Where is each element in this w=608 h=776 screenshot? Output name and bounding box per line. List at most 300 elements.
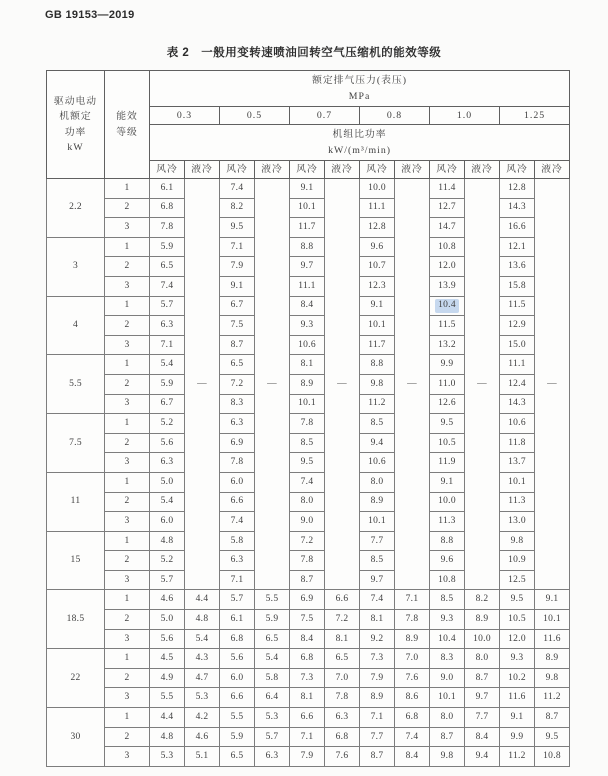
liquid-cooled-value: 4.8 <box>185 610 220 630</box>
liquid-cooled-value: 9.5 <box>535 727 570 747</box>
liquid-cooled-value: 11.2 <box>535 688 570 708</box>
liquid-cooled-value: 10.1 <box>535 610 570 630</box>
liquid-cooled-merged-cell: — <box>395 179 430 590</box>
air-cooled-value: 7.1 <box>360 708 395 728</box>
air-cooled-value: 5.4 <box>150 355 185 375</box>
liquid-cooled-merged-cell: — <box>535 179 570 590</box>
air-cooled-value: 10.1 <box>360 316 395 336</box>
air-cooled-value: 10.5 <box>500 610 535 630</box>
air-cooled-value: 10.1 <box>500 472 535 492</box>
grade-column-header <box>105 71 150 179</box>
grade-cell: 1 <box>105 472 150 492</box>
air-cooled-value: 12.8 <box>500 179 535 199</box>
air-cooled-value: 9.9 <box>500 727 535 747</box>
grade-cell: 2 <box>105 610 150 630</box>
air-cooled-value: 7.4 <box>360 590 395 610</box>
liquid-cooled-value: 6.5 <box>255 629 290 649</box>
air-cooled-value: 6.6 <box>220 688 255 708</box>
table-row <box>47 688 570 708</box>
grade-cell: 1 <box>105 414 150 434</box>
air-cooled-value: 10.0 <box>430 492 465 512</box>
air-cooled-value: 8.4 <box>290 296 325 316</box>
air-cooled-value: 7.5 <box>220 316 255 336</box>
power-cell: 18.5 <box>47 590 105 649</box>
liquid-cooled-value: 7.7 <box>465 708 500 728</box>
liquid-cooled-value: 5.5 <box>255 590 290 610</box>
air-cooled-value: 8.2 <box>220 198 255 218</box>
air-cooled-value: 8.5 <box>290 433 325 453</box>
air-cooled-value: 6.0 <box>150 512 185 532</box>
liquid-cooled-value: 5.1 <box>185 747 220 767</box>
grade-cell: 3 <box>105 453 150 473</box>
air-cooled-value: 10.4 <box>430 629 465 649</box>
air-cooled-value: 10.6 <box>290 335 325 355</box>
air-cooled-value: 9.3 <box>500 649 535 669</box>
air-cooled-value: 11.1 <box>360 198 395 218</box>
air-cooled-value: 5.7 <box>150 570 185 590</box>
air-cooled-value: 10.1 <box>430 688 465 708</box>
air-cooled-value: 8.8 <box>430 531 465 551</box>
pressure-value-header: 1.0 <box>430 107 500 125</box>
liquid-cooled-value: 8.9 <box>395 629 430 649</box>
air-cooled-value: 7.5 <box>290 610 325 630</box>
liquid-cooled-value: 8.2 <box>465 590 500 610</box>
table-row <box>47 629 570 649</box>
liquid-cooled-value: 5.3 <box>185 688 220 708</box>
air-cooled-value: 7.1 <box>150 335 185 355</box>
air-cooled-value: 5.9 <box>150 374 185 394</box>
air-cooled-value: 10.6 <box>500 414 535 434</box>
air-cooled-value: 12.7 <box>430 198 465 218</box>
table-row <box>47 590 570 610</box>
air-cooled-value: 7.4 <box>290 472 325 492</box>
liquid-cooled-value: 9.4 <box>465 747 500 767</box>
air-cooled-value: 6.3 <box>150 316 185 336</box>
liquid-cooled-value: 10.8 <box>535 747 570 767</box>
pressure-value-header: 0.8 <box>360 107 430 125</box>
air-cooled-value: 8.1 <box>290 355 325 375</box>
liquid-cooled-value: 5.3 <box>255 708 290 728</box>
air-cooled-value: 5.8 <box>220 531 255 551</box>
grade-cell: 1 <box>105 649 150 669</box>
table-title: 表 2 一般用变转速喷油回转空气压缩机的能效等级 <box>166 47 442 59</box>
grade-header-line: 能效 <box>116 111 138 123</box>
air-cooled-value: 7.9 <box>220 257 255 277</box>
air-cooled-value: 7.1 <box>290 727 325 747</box>
liquid-cooled-value: 4.7 <box>185 668 220 688</box>
air-cooled-value: 5.6 <box>220 649 255 669</box>
power-cell: 15 <box>47 531 105 590</box>
power-cell: 22 <box>47 649 105 708</box>
air-cooled-value: 5.6 <box>150 629 185 649</box>
air-cooled-value: 5.4 <box>150 492 185 512</box>
air-cooled-value: 9.6 <box>360 237 395 257</box>
air-cooled-value: 5.5 <box>150 688 185 708</box>
air-cooled-value: 8.4 <box>290 629 325 649</box>
air-cooled-value: 13.9 <box>430 276 465 296</box>
liquid-cooled-value: 7.0 <box>325 668 360 688</box>
power-cell: 5.5 <box>47 355 105 414</box>
grade-cell: 1 <box>105 355 150 375</box>
air-cooled-value: 9.5 <box>290 453 325 473</box>
liquid-cooled-value: 7.2 <box>325 610 360 630</box>
grade-cell: 3 <box>105 688 150 708</box>
air-cooled-value: 15.8 <box>500 276 535 296</box>
air-cooled-value: 7.8 <box>290 551 325 571</box>
power-cell: 30 <box>47 708 105 767</box>
air-cooled-value: 13.0 <box>500 512 535 532</box>
air-cooled-value: 8.0 <box>430 708 465 728</box>
liquid-cooled-value: 6.3 <box>255 747 290 767</box>
air-cooled-value: 7.4 <box>220 512 255 532</box>
liquid-cooled-value: 8.7 <box>465 668 500 688</box>
air-cooled-value: 4.8 <box>150 531 185 551</box>
air-cooled-value: 7.4 <box>220 179 255 199</box>
liquid-cooled-value: 9.7 <box>465 688 500 708</box>
air-cooled-value: 7.8 <box>150 218 185 238</box>
liquid-cooled-value: 6.3 <box>325 708 360 728</box>
air-cooled-value: 6.5 <box>220 355 255 375</box>
liquid-cooled-value: 4.2 <box>185 708 220 728</box>
air-cooled-value: 13.7 <box>500 453 535 473</box>
liquid-cooled-value: 8.6 <box>395 688 430 708</box>
air-cooled-value: 4.5 <box>150 649 185 669</box>
air-cooled-value: 8.7 <box>220 335 255 355</box>
air-cooled-header: 风冷 <box>430 161 465 179</box>
air-cooled-value: 8.5 <box>360 414 395 434</box>
air-cooled-value: 9.1 <box>220 276 255 296</box>
air-cooled-value: 8.7 <box>430 727 465 747</box>
air-cooled-value: 7.1 <box>220 570 255 590</box>
air-cooled-value: 9.3 <box>430 610 465 630</box>
power-cell: 3 <box>47 237 105 296</box>
air-cooled-value: 9.8 <box>500 531 535 551</box>
air-cooled-value: 12.9 <box>500 316 535 336</box>
air-cooled-value: 13.2 <box>430 335 465 355</box>
air-cooled-value: 11.9 <box>430 453 465 473</box>
liquid-cooled-value: 4.3 <box>185 649 220 669</box>
air-cooled-value: 8.8 <box>360 355 395 375</box>
air-cooled-value: 4.9 <box>150 668 185 688</box>
air-cooled-value: 9.0 <box>290 512 325 532</box>
grade-cell: 1 <box>105 708 150 728</box>
power-cell: 7.5 <box>47 414 105 473</box>
grade-cell: 2 <box>105 492 150 512</box>
air-cooled-header: 风冷 <box>150 161 185 179</box>
air-cooled-value: 8.9 <box>290 374 325 394</box>
liquid-cooled-value: 7.8 <box>395 610 430 630</box>
air-cooled-value: 11.4 <box>430 179 465 199</box>
liquid-cooled-value: 7.8 <box>325 688 360 708</box>
grade-cell: 3 <box>105 218 150 238</box>
table-row <box>47 649 570 669</box>
air-cooled-header: 风冷 <box>500 161 535 179</box>
air-cooled-value: 9.4 <box>360 433 395 453</box>
highlighted-value: 10.4 <box>435 299 459 313</box>
liquid-cooled-value: 8.9 <box>465 610 500 630</box>
air-cooled-value: 6.7 <box>220 296 255 316</box>
air-cooled-value: 10.6 <box>360 453 395 473</box>
air-cooled-value: 15.0 <box>500 335 535 355</box>
table-row <box>47 668 570 688</box>
air-cooled-value: 13.6 <box>500 257 535 277</box>
air-cooled-value: 11.1 <box>500 355 535 375</box>
air-cooled-value: 5.7 <box>150 296 185 316</box>
grade-cell: 1 <box>105 179 150 199</box>
air-cooled-value: 5.2 <box>150 414 185 434</box>
liquid-cooled-value: 7.6 <box>325 747 360 767</box>
air-cooled-value: 5.9 <box>220 727 255 747</box>
air-cooled-value: 11.5 <box>500 296 535 316</box>
air-cooled-value: 7.7 <box>360 531 395 551</box>
air-cooled-value: 8.5 <box>430 590 465 610</box>
grade-cell: 3 <box>105 335 150 355</box>
air-cooled-value: 9.5 <box>500 590 535 610</box>
air-cooled-value: 10.1 <box>290 394 325 414</box>
liquid-cooled-header: 液冷 <box>255 161 290 179</box>
pressure-value-header: 0.5 <box>220 107 290 125</box>
liquid-cooled-value: 7.6 <box>395 668 430 688</box>
air-cooled-value: 12.0 <box>430 257 465 277</box>
air-cooled-value: 6.8 <box>220 629 255 649</box>
table-row <box>47 727 570 747</box>
air-cooled-value: 4.4 <box>150 708 185 728</box>
air-cooled-value: 6.6 <box>290 708 325 728</box>
air-cooled-value: 9.8 <box>430 747 465 767</box>
air-cooled-value: 11.6 <box>500 688 535 708</box>
air-cooled-value: 8.0 <box>290 492 325 512</box>
air-cooled-value: 5.0 <box>150 472 185 492</box>
pressure-value-header: 1.25 <box>500 107 570 125</box>
grade-header-line: 等级 <box>116 126 138 138</box>
air-cooled-header: 风冷 <box>220 161 255 179</box>
air-cooled-value: 7.8 <box>290 414 325 434</box>
standard-number: GB 19153—2019 <box>45 9 135 21</box>
grade-cell: 2 <box>105 727 150 747</box>
liquid-cooled-value: 6.6 <box>325 590 360 610</box>
air-cooled-value <box>430 296 465 316</box>
air-cooled-value: 9.1 <box>500 708 535 728</box>
air-cooled-value: 6.5 <box>220 747 255 767</box>
air-cooled-value: 9.6 <box>430 551 465 571</box>
air-cooled-value: 16.6 <box>500 218 535 238</box>
grade-cell: 3 <box>105 570 150 590</box>
air-cooled-value: 6.1 <box>220 610 255 630</box>
liquid-cooled-value: 6.5 <box>325 649 360 669</box>
air-cooled-value: 8.3 <box>430 649 465 669</box>
air-cooled-value: 7.2 <box>220 374 255 394</box>
air-cooled-value: 5.3 <box>150 747 185 767</box>
grade-cell: 1 <box>105 237 150 257</box>
air-cooled-value: 6.8 <box>150 198 185 218</box>
air-cooled-value: 9.7 <box>360 570 395 590</box>
air-cooled-value: 5.2 <box>150 551 185 571</box>
air-cooled-value: 10.8 <box>430 570 465 590</box>
liquid-cooled-value: 8.4 <box>465 727 500 747</box>
air-cooled-value: 6.3 <box>220 414 255 434</box>
liquid-cooled-value: 5.4 <box>185 629 220 649</box>
liquid-cooled-value: 5.8 <box>255 668 290 688</box>
air-cooled-value: 6.9 <box>290 590 325 610</box>
air-cooled-value: 12.8 <box>360 218 395 238</box>
power-header-line: 驱动电动 <box>53 96 98 108</box>
air-cooled-value: 5.6 <box>150 433 185 453</box>
air-cooled-value: 6.3 <box>150 453 185 473</box>
liquid-cooled-value: 4.6 <box>185 727 220 747</box>
table-row <box>47 747 570 767</box>
grade-cell: 3 <box>105 747 150 767</box>
air-cooled-value: 8.8 <box>290 237 325 257</box>
specific-power-unit: kW/(m³/min) <box>328 144 391 156</box>
air-cooled-value: 12.4 <box>500 374 535 394</box>
air-cooled-value: 9.5 <box>430 414 465 434</box>
pressure-value-header: 0.7 <box>290 107 360 125</box>
air-cooled-value: 11.3 <box>500 492 535 512</box>
air-cooled-value: 10.5 <box>430 433 465 453</box>
efficiency-grade-table <box>46 70 570 767</box>
air-cooled-value: 9.9 <box>430 355 465 375</box>
liquid-cooled-merged-cell: — <box>255 179 290 590</box>
air-cooled-value: 9.0 <box>430 668 465 688</box>
air-cooled-header: 风冷 <box>360 161 395 179</box>
air-cooled-value: 11.5 <box>430 316 465 336</box>
air-cooled-value: 9.2 <box>360 629 395 649</box>
liquid-cooled-header: 液冷 <box>535 161 570 179</box>
air-cooled-value: 11.8 <box>500 433 535 453</box>
liquid-cooled-value: 9.1 <box>535 590 570 610</box>
grade-cell: 2 <box>105 316 150 336</box>
air-cooled-value: 6.8 <box>290 649 325 669</box>
air-cooled-value: 6.0 <box>220 472 255 492</box>
pressure-header-title: 额定排气压力(表压) <box>312 74 407 86</box>
grade-cell: 1 <box>105 531 150 551</box>
air-cooled-value: 6.1 <box>150 179 185 199</box>
air-cooled-value: 9.7 <box>290 257 325 277</box>
power-cell: 4 <box>47 296 105 355</box>
air-cooled-value: 11.7 <box>290 218 325 238</box>
liquid-cooled-value: 5.7 <box>255 727 290 747</box>
air-cooled-value: 5.7 <box>220 590 255 610</box>
air-cooled-value: 14.7 <box>430 218 465 238</box>
air-cooled-value: 12.1 <box>500 237 535 257</box>
air-cooled-value: 11.0 <box>430 374 465 394</box>
air-cooled-value: 8.7 <box>360 747 395 767</box>
air-cooled-value: 12.5 <box>500 570 535 590</box>
pressure-value-header: 0.3 <box>150 107 220 125</box>
grade-cell: 1 <box>105 590 150 610</box>
air-cooled-value: 6.9 <box>220 433 255 453</box>
air-cooled-value: 7.2 <box>290 531 325 551</box>
liquid-cooled-value: 8.4 <box>395 747 430 767</box>
air-cooled-value: 8.1 <box>290 688 325 708</box>
liquid-cooled-value: 5.9 <box>255 610 290 630</box>
air-cooled-value: 9.1 <box>360 296 395 316</box>
air-cooled-value: 11.7 <box>360 335 395 355</box>
liquid-cooled-merged-cell: — <box>465 179 500 590</box>
grade-cell: 2 <box>105 374 150 394</box>
air-cooled-value: 7.3 <box>360 649 395 669</box>
air-cooled-value: 4.6 <box>150 590 185 610</box>
power-cell: 11 <box>47 472 105 531</box>
air-cooled-value: 5.0 <box>150 610 185 630</box>
air-cooled-value: 7.8 <box>220 453 255 473</box>
air-cooled-value: 6.5 <box>150 257 185 277</box>
air-cooled-value: 7.4 <box>150 276 185 296</box>
liquid-cooled-header: 液冷 <box>185 161 220 179</box>
grade-cell: 2 <box>105 257 150 277</box>
air-cooled-header: 风冷 <box>290 161 325 179</box>
liquid-cooled-value: 8.7 <box>535 708 570 728</box>
air-cooled-value: 6.7 <box>150 394 185 414</box>
liquid-cooled-value: 8.0 <box>465 649 500 669</box>
air-cooled-value: 11.2 <box>360 394 395 414</box>
air-cooled-value: 9.1 <box>290 179 325 199</box>
grade-cell: 3 <box>105 512 150 532</box>
air-cooled-value: 7.1 <box>220 237 255 257</box>
table-row <box>47 179 570 199</box>
air-cooled-value: 11.1 <box>290 276 325 296</box>
liquid-cooled-value: 10.0 <box>465 629 500 649</box>
liquid-cooled-header: 液冷 <box>325 161 360 179</box>
air-cooled-value: 8.3 <box>220 394 255 414</box>
table-row <box>47 610 570 630</box>
air-cooled-value: 12.0 <box>500 629 535 649</box>
specific-power-title: 机组比功率 <box>332 128 387 140</box>
air-cooled-value: 12.3 <box>360 276 395 296</box>
liquid-cooled-value: 8.9 <box>535 649 570 669</box>
air-cooled-value: 8.5 <box>360 551 395 571</box>
air-cooled-value: 5.9 <box>150 237 185 257</box>
air-cooled-value: 10.1 <box>290 198 325 218</box>
grade-cell: 3 <box>105 276 150 296</box>
air-cooled-value: 10.8 <box>430 237 465 257</box>
specific-power-header <box>150 125 570 161</box>
air-cooled-value: 7.7 <box>360 727 395 747</box>
air-cooled-value: 10.0 <box>360 179 395 199</box>
liquid-cooled-header: 液冷 <box>465 161 500 179</box>
liquid-cooled-value: 6.4 <box>255 688 290 708</box>
liquid-cooled-value: 6.8 <box>395 708 430 728</box>
grade-cell: 1 <box>105 296 150 316</box>
air-cooled-value: 11.2 <box>500 747 535 767</box>
air-cooled-value: 8.7 <box>290 570 325 590</box>
liquid-cooled-merged-cell: — <box>325 179 360 590</box>
liquid-cooled-value: 7.1 <box>395 590 430 610</box>
liquid-cooled-value: 7.0 <box>395 649 430 669</box>
air-cooled-value: 8.9 <box>360 688 395 708</box>
power-header-line: kW <box>67 141 84 153</box>
air-cooled-value: 6.6 <box>220 492 255 512</box>
air-cooled-value: 9.8 <box>360 374 395 394</box>
liquid-cooled-value: 4.4 <box>185 590 220 610</box>
liquid-cooled-merged-cell: — <box>185 179 220 590</box>
power-header-line: 机额定 <box>59 111 92 123</box>
air-cooled-value: 7.3 <box>290 668 325 688</box>
grade-cell: 3 <box>105 394 150 414</box>
liquid-cooled-value: 11.6 <box>535 629 570 649</box>
air-cooled-value: 5.5 <box>220 708 255 728</box>
grade-cell: 2 <box>105 668 150 688</box>
power-column-header <box>47 71 105 179</box>
air-cooled-value: 10.9 <box>500 551 535 571</box>
liquid-cooled-value: 7.4 <box>395 727 430 747</box>
air-cooled-value: 14.3 <box>500 198 535 218</box>
air-cooled-value: 4.8 <box>150 727 185 747</box>
air-cooled-value: 10.1 <box>360 512 395 532</box>
air-cooled-value: 8.9 <box>360 492 395 512</box>
air-cooled-value: 11.3 <box>430 512 465 532</box>
rated-pressure-header <box>150 71 570 107</box>
